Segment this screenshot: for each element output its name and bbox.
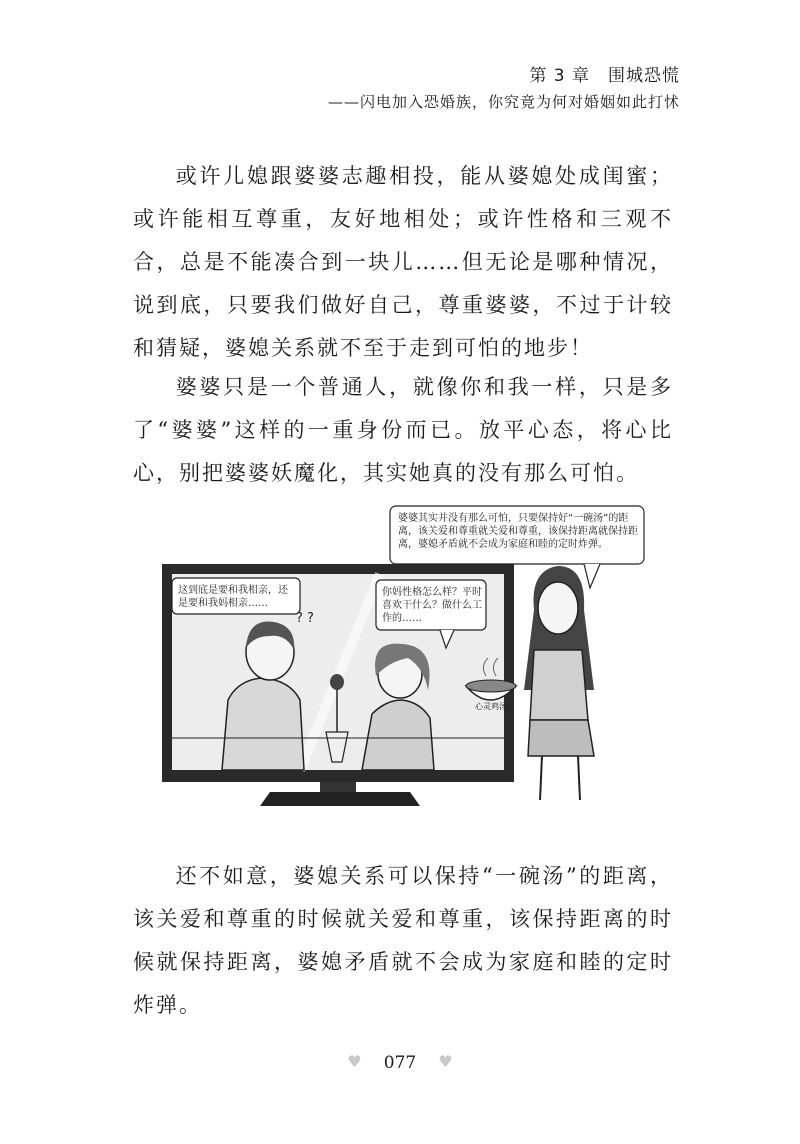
question-marks: ? ? (296, 611, 314, 626)
soup-label: 心灵鸡汤 (475, 702, 507, 711)
tv-stand (260, 792, 420, 806)
bubble-host-text: 婆婆其实并没有那么可怕，只要保持好“一碗汤”的距离，该关爱和尊重就关爱和尊重，该保持距离就保持距离，婆媳矛盾就不会成为家庭和睦的定时炸弹。 (398, 513, 638, 550)
tv-neck (320, 782, 356, 792)
heart-icon-left: ♥ (347, 1052, 362, 1071)
paragraph-1 (133, 155, 673, 370)
rose (330, 674, 344, 690)
host-head (538, 582, 578, 634)
paragraph-2-text: 婆婆只是一个普通人，就像你和我一样，只是多了“婆婆”这样的一重身份而已。放平心态，将心比心，别把婆婆妖魔化，其实她真的没有那么可怕。 (133, 375, 673, 485)
chapter-title: 第 3 章 围城恐慌 (529, 66, 680, 86)
soup (466, 680, 516, 692)
host-leg-right (578, 756, 580, 800)
page-number: 077 (383, 1053, 417, 1073)
bubble-woman-text: 你妈性格怎么样？平时喜欢干什么？做什么工作的…… (382, 587, 482, 624)
bubble-host-tail (584, 564, 600, 588)
running-header (328, 64, 680, 114)
chapter-subtitle: ——闪电加入恐婚族，你究竟为何对婚姻如此打怵 (327, 93, 680, 111)
cartoon-illustration (150, 500, 670, 820)
page-footer (0, 1052, 800, 1073)
paragraph-3-text: 还不如意，婆媳关系可以保持“一碗汤”的距离，该关爱和尊重的时候就关爱和尊重，该保持距离的时候就保持距离，婆媳矛盾就不会成为家庭和睦的定时炸弹。 (133, 864, 673, 1017)
paragraph-2 (133, 366, 673, 495)
heart-icon-right: ♥ (438, 1052, 453, 1071)
bubble-man-text: 这到底是要和我相亲，还是要和我妈相亲…… (178, 585, 288, 609)
host-leg-left (540, 756, 542, 800)
host-torso (530, 650, 588, 720)
paragraph-3 (133, 855, 673, 1027)
paragraph-1-text: 或许儿媳跟婆婆志趣相投，能从婆媳处成闺蜜；或许能相互尊重，友好地相处；或许性格和三观不合，总是不能凑合到一块儿……但无论是哪种情况，说到底，只要我们做好自己，尊重婆婆，不过于计较和猜疑，婆媳关系就不至于走到可怕的地步！ (133, 164, 673, 360)
man-body (222, 678, 304, 770)
host-skirt (528, 720, 594, 756)
